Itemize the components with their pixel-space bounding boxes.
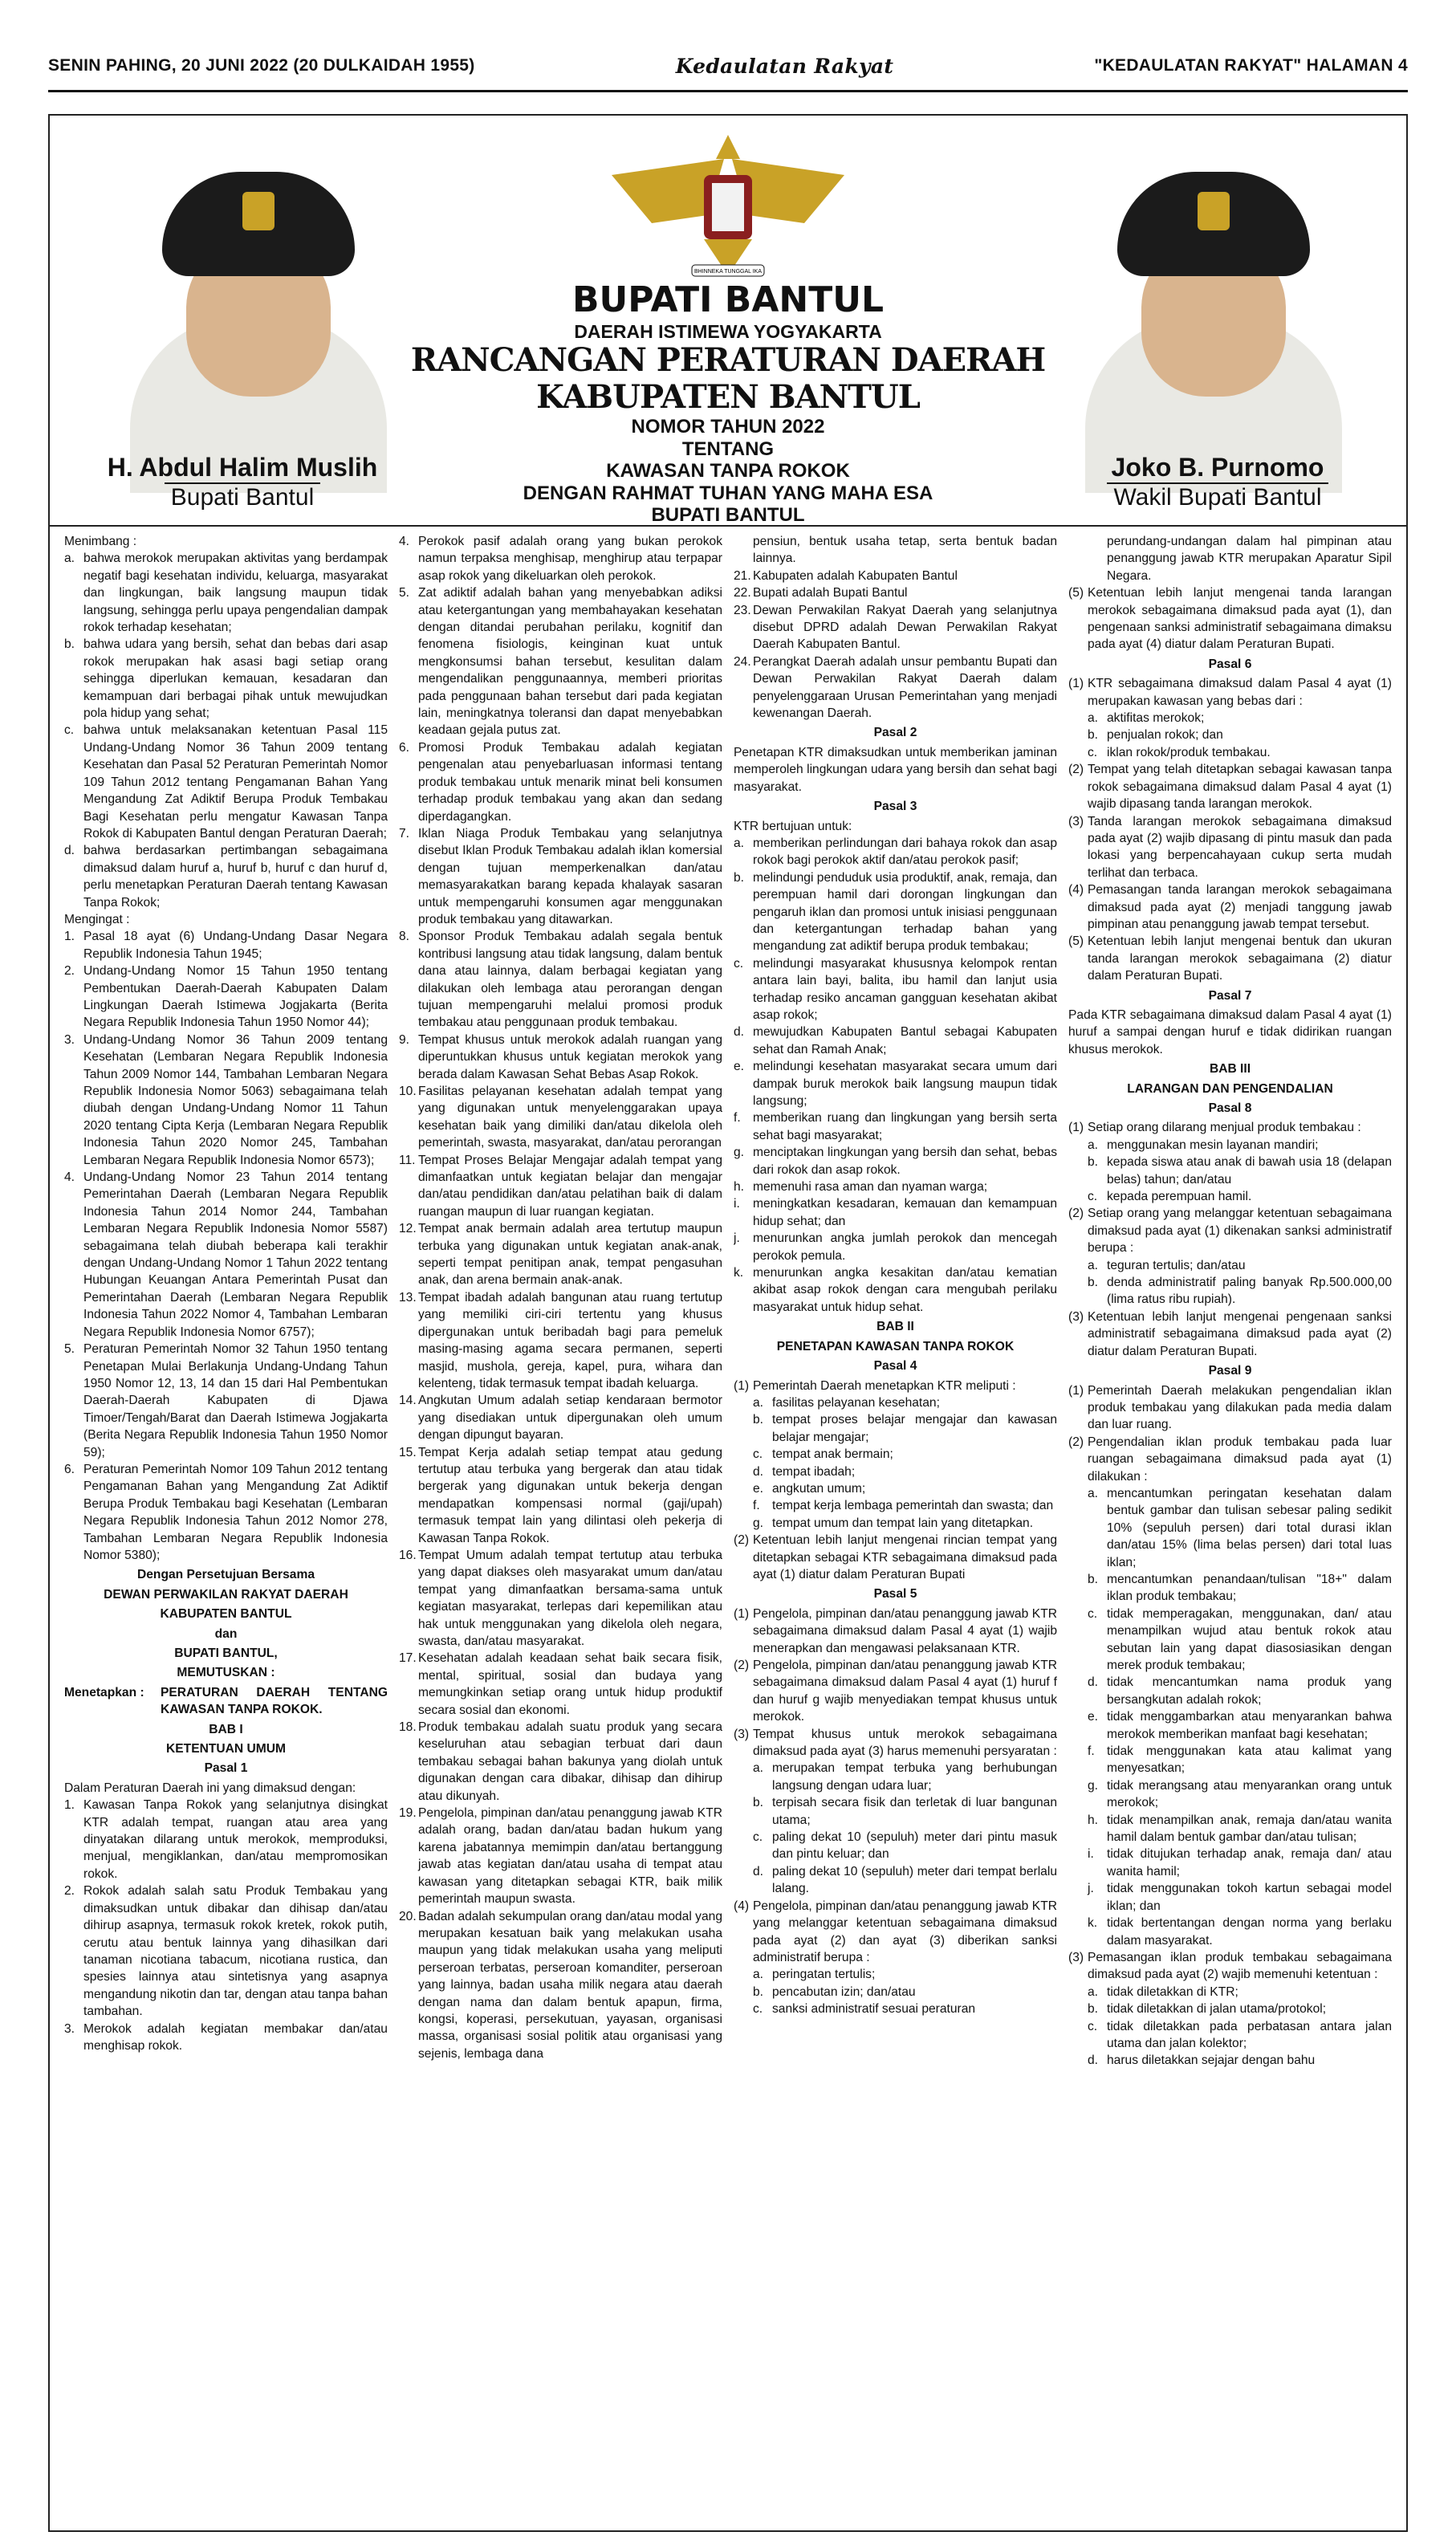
list-item: perundang-undangan dalam hal pimpinan atau penanggung jawab KTR merupakan Aparatur Sipil Negara. xyxy=(1107,535,1392,583)
enactment-line: Menetapkan : PERATURAN DAERAH TENTANG KAWASAN TANPA ROKOK. xyxy=(64,1685,388,1717)
list-item: 20. Badan adalah sekumpulan orang dan/atau modal yang merupakan kesatuan baik yang melakukan usaha maupun yang tidak melakukan usaha yang meliputi perseroan terbatas, perseroan komanditer, perseroan yang lainnya, badan usaha milik negara atau daerah dengan nama dan dalam bentuk apapun, firma, kongsi, koperasi, persekutuan, yayasan, organisasi massa, organisasi sosial politik atau organisasi yang sejenis, lembaga dana xyxy=(399,1909,722,2061)
list-item: 5. Peraturan Pemerintah Nomor 32 Tahun 1950 tentang Penetapan Mulai Berlakunja Undang-Undang Tahun 1950 Nomor 12, 13, 14 dan 15 dari Hal Pembentukan Daerah-Daerah Kabupaten di Djawa Timoer/Tengah/Barat dan Daerah Istimewa Jogjakarta (Berita Negara Republik Indonesia Tahun 1950 Nomor 59); xyxy=(64,1342,388,1459)
list-item: 7. Iklan Niaga Produk Tembakau yang selanjutnya disebut Iklan Produk Tembakau adalah iklan komersial dengan tujuan memperkenalkan dan/atau memasyarakatkan barang kepada khalayak sasaran untuk mempengaruhi konsumen agar menggunakan produk tembakau yang ditawarkan. xyxy=(399,826,722,926)
list-item: a. memberikan perlindungan dari bahaya rokok dan asap rokok bagi perokok aktif dan/atau perokok pasif; xyxy=(734,836,1057,868)
list-item: e. melindungi kesehatan masyarakat secara umum dari dampak buruk merokok baik langsung maupun tidak langsung; xyxy=(734,1060,1057,1108)
list-item: a. teguran tertulis; dan/atau xyxy=(1088,1258,1246,1272)
list-item: b. penjualan rokok; dan xyxy=(1088,728,1223,743)
list-item: (5) Ketentuan lebih lanjut mengenai bentuk dan ukuran tanda larangan merokok sebagaimana (2) diatur dalam Peraturan Bupati. xyxy=(1068,934,1392,983)
chapter-title: KETENTUAN UMUM xyxy=(166,1742,286,1756)
list-item: 17. Kesehatan adalah keadaan sehat baik secara fisik, mental, spiritual, sosial dan budaya yang memungkinkan setiap orang untuk hidup produktif secara sosial dan ekonomi. xyxy=(399,1651,722,1717)
chapter-heading: BAB II xyxy=(876,1320,914,1334)
article-text: Pada KTR sebagaimana dimaksud dalam Pasal 4 ayat (1) huruf a sampai dengan huruf e tidak didirikan ruangan khusus merokok. xyxy=(1068,1007,1392,1056)
section-label: Mengingat : xyxy=(64,912,130,926)
list-item: d. tidak mencantumkan nama produk yang bersangkutan adalah rokok; xyxy=(1088,1675,1392,1707)
column-4 xyxy=(1068,533,1392,2522)
list-item: f. tidak menggunakan kata atau kalimat yang menyesatkan; xyxy=(1088,1744,1392,1776)
regent-title: Bupati Bantul xyxy=(165,482,320,511)
list-item: 6. Peraturan Pemerintah Nomor 109 Tahun 2012 tentang Pengamanan Bahan yang Mengandung Zat Adiktif Berupa Produk Tembakau bagi Kesehatan (Lembaran Negara Republik Indonesia Tahun 2012 Nomor 278, Tambahan Lembaran Negara Republik Indonesia Nomor 5380); xyxy=(64,1462,388,1562)
article-heading: Pasal 3 xyxy=(873,800,917,814)
list-item: c. tidak diletakkan pada perbatasan antara jalan utama dan jalan kolektor; xyxy=(1088,2019,1392,2050)
list-item: b. kepada siswa atau anak di bawah usia 18 (delapan belas) tahun; dan/atau xyxy=(1088,1155,1392,1186)
list-item: k. tidak bertentangan dengan norma yang berlaku dalam masyarakat. xyxy=(1088,1916,1392,1948)
column-3 xyxy=(734,533,1057,2522)
list-item: pensiun, bentuk usaha tetap, serta bentuk badan lainnya. xyxy=(753,535,1057,566)
list-item: j. menurunkan angka jumlah perokok dan mencegah perokok pemula. xyxy=(734,1231,1057,1263)
chapter-title: LARANGAN DAN PENGENDALIAN xyxy=(1127,1081,1333,1096)
list-item: 12. Tempat anak bermain adalah area tertutup maupun terbuka yang digunakan untuk kegiatan anak-anak, seperti tempat penitipan anak, tempat pengasuhan anak, dan arena bermain anak-anak. xyxy=(399,1222,722,1288)
article-heading: Pasal 6 xyxy=(1208,657,1252,671)
regent-name: H. Abdul Halim Muslih xyxy=(107,453,378,482)
article-heading: Pasal 9 xyxy=(1208,1364,1252,1378)
vice-regent-caption xyxy=(1061,453,1374,511)
list-item: 13. Tempat ibadah adalah bangunan atau ruang tertutup yang memiliki ciri-ciri tertentu yang khusus dipergunakan untuk beribadah bagi para pemeluk masing-masing agama secara permanen, seperti masjid, mushola, gereja, kapel, pura, wihara dan kelenteng, tidak termasuk tempat ibadah keluarga. xyxy=(399,1290,722,1390)
list-item: c. melindungi masyarakat khususnya kelompok rentan antara lain bayi, balita, ibu hamil dan lanjut usia terhadap resiko ancaman gangguan kesehatan akibat asap rokok; xyxy=(734,956,1057,1022)
regent-caption xyxy=(86,453,399,511)
regulation-body xyxy=(64,533,1392,2522)
list-item: (2) Pengendalian iklan produk tembakau pada luar ruangan sebagaimana dimaksud pada ayat (1) dilakukan : xyxy=(1068,1435,1392,1484)
list-item: 1. Kawasan Tanpa Rokok yang selanjutnya disingkat KTR adalah tempat, ruangan atau area yang dinyatakan dilarang untuk merokok, memproduksi, menjual, mengiklankan, dan/atau mempromosikan rokok. xyxy=(64,1798,388,1881)
list-item: b. tidak diletakkan di jalan utama/protokol; xyxy=(1088,2002,1327,2017)
article-heading: Pasal 7 xyxy=(1208,988,1252,1003)
list-item: d. harus diletakkan sejajar dengan bahu xyxy=(1088,2053,1316,2068)
list-item: b. melindungi penduduk usia produktif, anak, remaja, dan perempuan hamil dari dorongan lingkungan dan pengaruh iklan dan promosi untuk inisiasi penggunaan dan ketergantungan terhadap bahan yang mengandung zat adiktif berupa produk tembakau; xyxy=(734,870,1057,954)
list-item: (4) Pemasangan tanda larangan merokok sebagaimana dimaksud pada ayat (2) menjadi tanggung jawab pimpinan atau penanggung jawab tempat tersebut. xyxy=(1068,883,1392,931)
approval-heading: dan xyxy=(214,1626,238,1641)
list-item: 22. Bupati adalah Bupati Bantul xyxy=(734,586,908,600)
list-item: (1) Pemerintah Daerah menetapkan KTR meliputi : xyxy=(734,1378,1016,1393)
list-item: a. fasilitas pelayanan kesehatan; xyxy=(753,1395,940,1410)
article-heading: Pasal 2 xyxy=(873,726,917,740)
heading-regent: BUPATI BANTUL xyxy=(571,279,884,320)
list-item: 5. Zat adiktif adalah bahan yang menyebabkan adiksi atau ketergantungan yang membahayakan kesehatan dengan ditandai perubahan perilaku, kognitif dan fenomena fisiologis, keinginan kuat untuk mengkonsumsi bahan tersebut, kesulitan dalam mengendalikan penggunaannya, memberi prioritas pada penggunaan bahan tersebut dari pada kegiatan lain, meningkatnya toleransi dan dapat menyebabkan keadaan gejala putus zat. xyxy=(399,586,722,738)
list-item: f. tempat kerja lembaga pemerintah dan swasta; dan xyxy=(753,1499,1054,1513)
list-item: (2) Setiap orang yang melanggar ketentuan sebagaimana dimaksud pada ayat (1) dikenakan sanksi administratif berupa : xyxy=(1068,1207,1392,1256)
list-item: 18. Produk tembakau adalah suatu produk yang secara keseluruhan atau sebagian terbuat dari daun tembakau sebagai bahan bakunya yang diolah untuk digunakan dengan cara dibakar, dihisap dan dihirup atau dikunyah. xyxy=(399,1720,722,1803)
list-item: (3) Ketentuan lebih lanjut mengenai pengenaan sanksi administratif sebagaimana dimaksud pada ayat (2) diatur dalam Peraturan Bupati. xyxy=(1068,1309,1392,1358)
list-item: g. menciptakan lingkungan yang bersih dan sehat, bebas dari rokok dan asap rokok. xyxy=(734,1146,1057,1177)
chapter-heading: BAB I xyxy=(209,1722,243,1736)
list-item: h. memenuhi rasa aman dan nyaman warga; xyxy=(734,1180,988,1195)
list-item: b. tempat proses belajar mengajar dan kawasan belajar mengajar; xyxy=(753,1413,1057,1444)
list-item: d. mewujudkan Kabupaten Bantul sebagai Kabupaten sehat dan Ramah Anak; xyxy=(734,1025,1057,1056)
list-item: (1) Pengelola, pimpinan dan/atau penanggung jawab KTR sebagaimana dimaksud dalam Pasal 4 ayat (1) wajib menerapkan dan mengawasi pelaksanaan KTR. xyxy=(734,1606,1057,1655)
newspaper-logo: Kedaulatan Rakyat xyxy=(675,54,894,78)
list-item: c. tidak memperagakan, menggunakan, dan/ atau menampilkan wujud atau bentuk rokok atau sebutan lain yang dapat diasosiasikan dengan merek produk tembakau; xyxy=(1088,1606,1392,1672)
list-item: (4) Pengelola, pimpinan dan/atau penanggung jawab KTR yang melanggar ketentuan sebagaimana dimaksud pada ayat (2) dan ayat (3) diberikan sanksi administratif berupa : xyxy=(734,1899,1057,1964)
list-item: b. terpisah secara fisik dan terletak di luar bangunan utama; xyxy=(753,1796,1057,1827)
list-item: 16. Tempat Umum adalah tempat tertutup atau terbuka yang dapat diakses oleh masyarakat umum dan/atau tempat yang dimanfaatkan bersama-sama untuk kegiatan masyarakat, terlepas dari kepemilikan atau hak untuk menggunakan yang dikelola oleh negara, swasta, dan/atau masyarakat. xyxy=(399,1548,722,1648)
list-item: b. mencantumkan penandaan/tulisan "18+" dalam iklan produk tembakau; xyxy=(1088,1572,1392,1604)
issue-date: SENIN PAHING, 20 JUNI 2022 (20 DULKAIDAH 1955) xyxy=(48,56,475,75)
list-item: 21. Kabupaten adalah Kabupaten Bantul xyxy=(734,568,958,583)
list-item: j. tidak menggunakan tokoh kartun sebagai model iklan; dan xyxy=(1088,1882,1392,1913)
list-item: a. menggunakan mesin layanan mandiri; xyxy=(1088,1138,1319,1152)
list-item: h. tidak menampilkan anak, remaja dan/atau wanita hamil dalam bentuk gambar dan/atau tulisan; xyxy=(1088,1813,1392,1845)
list-item: 19. Pengelola, pimpinan dan/atau penanggung jawab KTR adalah orang, badan dan/atau badan hukum yang karena jabatannya memimpin dan/atau bertanggung jawab atas kegiatan dan/atau usaha di tempat atau kawasan yang ditetapkan sebagai KTR, baik milik pemerintah maupun swasta. xyxy=(399,1806,722,1907)
article-intro: KTR bertujuan untuk: xyxy=(734,819,852,833)
column-1 xyxy=(64,533,388,2522)
list-item: i. meningkatkan kesadaran, kemauan dan kemampuan hidup sehat; dan xyxy=(734,1197,1057,1228)
article-heading: Pasal 8 xyxy=(1208,1101,1252,1115)
list-item: 2. Undang-Undang Nomor 15 Tahun 1950 tentang Pembentukan Daerah-Daerah Kabupaten Dalam Lingkungan Daerah Istimewa Jogjakarta (Berita Negara Republik Indonesia Tahun 1950 Nomor 44); xyxy=(64,964,388,1030)
list-item: (3) Tempat khusus untuk merokok sebagaimana dimaksud pada ayat (3) harus memenuhi persyaratan : xyxy=(734,1727,1057,1759)
article-heading: Pasal 4 xyxy=(873,1359,917,1374)
heading-number: NOMOR TAHUN 2022 xyxy=(631,416,825,438)
announcement-frame xyxy=(48,114,1408,2532)
list-item: g. tempat umum dan tempat lain yang ditetapkan. xyxy=(753,1516,1034,1530)
list-item: a. peringatan tertulis; xyxy=(753,1968,876,1982)
list-item: (5) Ketentuan lebih lanjut mengenai tanda larangan merokok sebagaimana dimaksud pada ayat (1), dan pengenaan sanksi administratif sebagaimana dimaksu pada ayat (4) diatur dalam Peraturan Bupati. xyxy=(1068,586,1392,652)
list-item: 23. Dewan Perwakilan Rakyat Daerah yang selanjutnya disebut DPRD adalah Dewan Perwakilan Rakyat Daerah Kabupaten Bantul. xyxy=(734,603,1057,652)
list-item: d. paling dekat 10 (sepuluh) meter dari tempat berlalu lalang. xyxy=(753,1864,1057,1896)
approval-heading: BUPATI BANTUL, xyxy=(174,1646,278,1660)
list-item: c. bahwa untuk melaksanakan ketentuan Pasal 115 Undang-Undang Nomor 36 Tahun 2009 tentang Kesehatan dan Pasal 52 Peraturan Pemerintah Nomor 109 Tahun 2012 tentang Pengamanan Bahan Yang Mengandung Zat Adiktif Berupa Produk Tembakau Bagi Kesehatan perlu mengatur Kawasan Tanpa Rokok di Kabupaten Bantul dengan Peraturan Daerah; xyxy=(64,723,388,841)
article-heading: Pasal 5 xyxy=(873,1587,917,1602)
list-item: b. denda administratif paling banyak Rp.500.000,00 (lima ratus ribu rupiah). xyxy=(1088,1276,1392,1307)
list-item: 14. Angkutan Umum adalah setiap kendaraan bermotor yang disediakan untuk dipergunakan oleh umum dengan dipungut bayaran. xyxy=(399,1394,722,1443)
heading-grace: DENGAN RAHMAT TUHAN YANG MAHA ESA xyxy=(523,482,933,504)
list-item: c. iklan rokok/produk tembakau. xyxy=(1088,745,1271,759)
list-item: f. memberikan ruang dan lingkungan yang bersih serta sehat bagi masyarakat; xyxy=(734,1111,1057,1142)
heading-subject: KAWASAN TANPA ROKOK xyxy=(606,460,850,482)
list-item: a. aktifitas merokok; xyxy=(1088,711,1205,726)
list-item: 11. Tempat Proses Belajar Mengajar adalah tempat yang dimanfaatkan untuk kegiatan belajar dan mengajar dan/atau pendidikan dan/atau pelatihan baik di dalam ruangan maupun di luar ruangan kegiatan. xyxy=(399,1153,722,1219)
list-item: (2) Pengelola, pimpinan dan/atau penanggung jawab KTR sebagaimana dimaksud dalam Pasal 4 ayat (1) huruf f dan huruf g wajib menyediakan tempat khusus untuk merokok. xyxy=(734,1659,1057,1724)
list-item: g. tidak merangsang atau menyarankan orang untuk merokok; xyxy=(1088,1778,1392,1810)
approval-heading: DEWAN PERWAKILAN RAKYAT DAERAH xyxy=(104,1587,348,1602)
vice-regent-title: Wakil Bupati Bantul xyxy=(1107,482,1328,511)
approval-heading: KABUPATEN BANTUL xyxy=(160,1607,292,1622)
list-item: 6. Promosi Produk Tembakau adalah kegiatan pengenalan atau penyebarluasan informasi tentang produk tembakau untuk menarik minat beli konsumen terhadap produk tembakau yang akan dan sedang diperdagangkan. xyxy=(399,740,722,824)
heading-about: TENTANG xyxy=(681,438,775,460)
section-label: Menimbang : xyxy=(64,535,137,548)
heading-region: DAERAH ISTIMEWA YOGYAKARTA xyxy=(574,320,882,342)
list-item: (3) Pemasangan iklan produk tembakau sebagaimana dimaksud pada ayat (2) wajib memenuhi ketentuan : xyxy=(1068,1950,1392,1982)
article-intro: Dalam Peraturan Daerah ini yang dimaksud dengan: xyxy=(64,1781,356,1795)
list-item: c. tempat anak bermain; xyxy=(753,1447,893,1462)
list-item: (1) Pemerintah Daerah melakukan pengendalian iklan produk tembakau yang dilakukan pada media dalam dan luar ruang. xyxy=(1068,1383,1392,1432)
list-item: 15. Tempat Kerja adalah setiap tempat atau gedung tertutup atau terbuka yang bergerak dan atau tidak bergerak yang digunakan untuk bekerja dengan mendapatkan kompensasi normal (gaji/upah) termasuk tempat lain yang dilintasi oleh pekerja di Kawasan Tanpa Rokok. xyxy=(399,1445,722,1545)
list-item: e. angkutan umum; xyxy=(753,1481,866,1496)
approval-heading: Dengan Persetujuan Bersama xyxy=(137,1568,315,1582)
list-item: 3. Undang-Undang Nomor 36 Tahun 2009 tentang Kesehatan (Lembaran Negara Republik Indonesia Tahun 2009 Nomor 144, Tambahan Lembaran Negara Republik Indonesia Nomor 5063) sebagaimana telah diubah dengan Undang-Undang Nomor 11 Tahun 2020 tentang Cipta Kerja (Lembaran Negara Republik Indonesia Tahun 2020 Nomor 245, Tambahan Lembaran Negara Republik Indonesia Nomor 6573); xyxy=(64,1032,388,1167)
list-item: i. tidak ditujukan terhadap anak, remaja dan/ atau wanita hamil; xyxy=(1088,1847,1392,1878)
list-item: a. tidak diletakkan di KTR; xyxy=(1088,1984,1238,1999)
list-item: c. sanksi administratif sesuai peraturan xyxy=(753,2002,976,2017)
article-heading: Pasal 1 xyxy=(204,1761,248,1776)
emblem-motto: BHINNEKA TUNGGAL IKA xyxy=(693,269,763,275)
list-item: 9. Tempat khusus untuk merokok adalah ruangan yang diperuntukkan khusus untuk kegiatan merokok yang berada dalam Kawasan Sehat Bebas Asap Rokok. xyxy=(399,1032,722,1081)
list-item: (2) Tempat yang telah ditetapkan sebagai kawasan tanpa rokok sebagaimana dimaksud dalam Pasal 4 ayat (1) wajib dipasang tanda larangan merokok. xyxy=(1068,763,1392,812)
list-item: (1) KTR sebagaimana dimaksud dalam Pasal 4 ayat (1) merupakan kawasan yang bebas dari : xyxy=(1068,677,1392,708)
announcement-banner xyxy=(50,116,1406,527)
chapter-heading: BAB III xyxy=(1209,1062,1251,1077)
list-item: d. bahwa berdasarkan pertimbangan sebagaimana dimaksud dalam huruf a, huruf b, huruf c dan huruf d, perlu menetapkan Peraturan Daerah tentang Kawasan Tanpa Rokok; xyxy=(64,844,388,910)
list-item: a. merupakan tempat terbuka yang berhubungan langsung dengan udara luar; xyxy=(753,1761,1057,1793)
list-item: (1) Setiap orang dilarang menjual produk tembakau : xyxy=(1068,1121,1361,1135)
list-item: c. paling dekat 10 (sepuluh) meter dari pintu masuk dan pintu keluar; dan xyxy=(753,1830,1057,1862)
list-item: a. mencantumkan peringatan kesehatan dalam bentuk gambar dan tulisan sebesar paling sedikit 10% (sepuluh persen) dari total durasi iklan dan/atau 15% (lima belas persen) dari total luas iklan; xyxy=(1088,1486,1392,1569)
list-item: b. bahwa udara yang bersih, sehat dan bebas dari asap rokok merupakan hak asasi bagi setiap orang sehingga diperlukan kemauan, kesadaran dan kemampuan dari berbagai pihak untuk mewujudkan pola hidup yang sehat; xyxy=(64,637,388,721)
list-item: (2) Ketentuan lebih lanjut mengenai rincian tempat yang ditetapkan sebagai KTR sebagaimana dimaksud pada ayat (1) diatur dalam Peraturan Bupati xyxy=(734,1533,1057,1581)
chapter-title: PENETAPAN KAWASAN TANPA ROKOK xyxy=(776,1339,1015,1353)
list-item: c. kepada perempuan hamil. xyxy=(1088,1190,1252,1204)
newspaper-header xyxy=(48,42,1408,92)
heading-draft-title: RANCANGAN PERATURAN DAERAH KABUPATEN BANTUL xyxy=(410,341,1046,417)
approval-heading: MEMUTUSKAN : xyxy=(177,1666,275,1680)
list-item: d. tempat ibadah; xyxy=(753,1464,856,1479)
list-item: 4. Undang-Undang Nomor 23 Tahun 2014 tentang Pemerintahan Daerah (Lembaran Negara Republik Indonesia Tahun 2014 Nomor 244, Tambahan Lembaran Negara Republik Indonesia Nomor 5587) sebagaimana telah diubah beberapa kali terakhir dengan Undang-Undang Nomor 1 Tahun 2022 tentang Hubungan Keuangan Antara Pemerintah Pusat dan Pemerintahan Daerah (Lembaran Negara Republik Indonesia Tahun 2022 Nomor 4, Tambahan Lembaran Negara Republik Indonesia Nomor 6757); xyxy=(64,1170,388,1339)
list-item: 2. Rokok adalah salah satu Produk Tembakau yang dimaksudkan untuk dibakar dan dihisap dan/atau dihirup asapnya, termasuk rokok kretek, rokok putih, cerutu atau bentuk lainnya yang dihasilkan dari tanaman nicotiana tabacum, nicotiana rustica, dan spesies lainnya atau sintetisnya yang asapnya mengandung nikotin dan tar, dengan atau tanpa bahan tambahan. xyxy=(64,1884,388,2019)
list-item: e. tidak menggambarkan atau menyarankan bahwa merokok memberikan manfaat bagi kesehatan; xyxy=(1088,1710,1392,1741)
list-item: 1. Pasal 18 ayat (6) Undang-Undang Dasar Negara Republik Indonesia Tahun 1945; xyxy=(64,930,388,961)
list-item: 24. Perangkat Daerah adalah unsur pembantu Bupati dan Dewan Perwakilan Rakyat Daerah dalam penyelenggaraan Urusan Pemerintahan yang menjadi kewenangan Daerah. xyxy=(734,654,1057,721)
list-item: b. pencabutan izin; dan/atau xyxy=(753,1984,916,1999)
garuda-emblem-icon xyxy=(604,127,852,287)
vice-regent-name: Joko B. Purnomo xyxy=(1111,453,1324,482)
article-text: Penetapan KTR dimaksudkan untuk memberikan jaminan memperoleh lingkungan udara yang bersih dan sehat bagi masyarakat. xyxy=(734,745,1057,794)
list-item: (3) Tanda larangan merokok sebagaimana dimaksud pada ayat (2) wajib dipasang di pintu masuk dan pada lokasi yang berpencahayaan cukup serta mudah terlihat dan terbaca. xyxy=(1068,814,1392,880)
list-item: a. bahwa merokok merupakan aktivitas yang berdampak negatif bagi kesehatan individu, keluarga, masyarakat dan lingkungan, baik langsung maupun tidak langsung, sehingga perlu upaya pengendalian dampak rokok terhadap kesehatan; xyxy=(64,552,388,635)
list-item: 8. Sponsor Produk Tembakau adalah segala bentuk kontribusi langsung atau tidak langsung, dalam bentuk dana atau lainnya, dalam berbagai kegiatan yang dilakukan oleh lembaga atau perorangan dengan tujuan mempengaruhi melalui promosi produk tembakau atau penggunaan produk tembakau. xyxy=(399,930,722,1030)
page-number: "KEDAULATAN RAKYAT" HALAMAN 4 xyxy=(1094,56,1408,75)
column-2 xyxy=(399,533,722,2522)
list-item: k. menurunkan angka kesakitan dan/atau kematian akibat asap rokok dengan cara mengubah perilaku masyarakat untuk hidup sehat. xyxy=(734,1266,1057,1314)
regulation-heading xyxy=(355,280,1101,527)
heading-regent-2: BUPATI BANTUL xyxy=(651,504,805,527)
list-item: 10. Fasilitas pelayanan kesehatan adalah tempat yang yang digunakan untuk menyelenggarakan upaya kesehatan baik yang dimiliki dan/atau dikelola oleh pemerintah, swasta, masyarakat, dan/atau perorangan xyxy=(399,1085,722,1150)
list-item: 3. Merokok adalah kegiatan membakar dan/atau menghisap rokok. xyxy=(64,2021,388,2053)
list-item: 4. Perokok pasif adalah orang yang bukan perokok namun terpaksa menghisap, menghirup atau terpapar asap rokok yang dikeluarkan oleh perokok. xyxy=(399,535,722,583)
vice-regent-portrait xyxy=(1069,140,1358,493)
